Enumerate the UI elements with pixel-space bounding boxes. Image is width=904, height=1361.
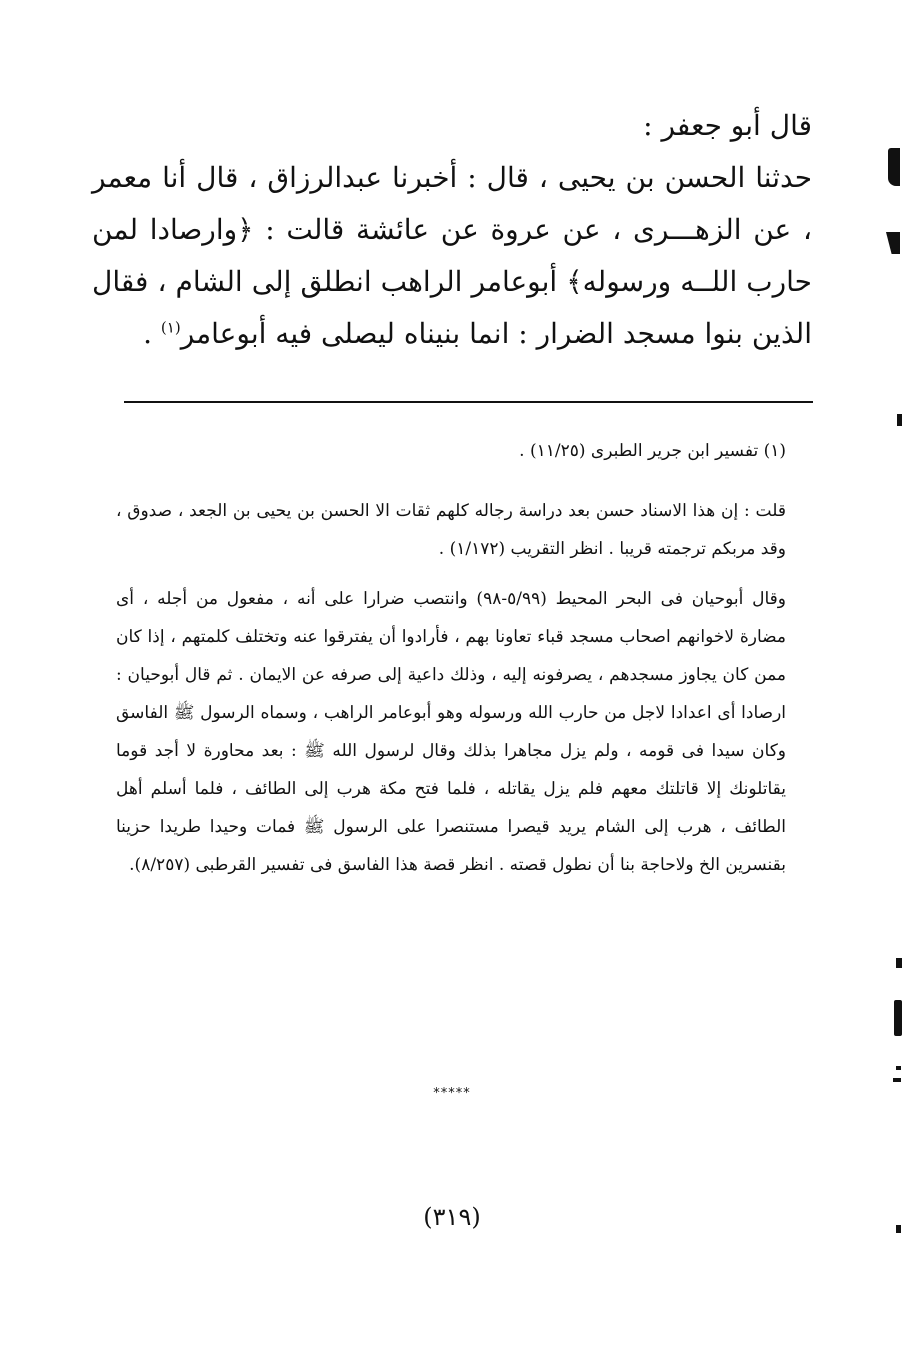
footnote-separator-line [124, 401, 813, 403]
footnote-1: (١) تفسير ابن جرير الطبرى (١١/٢٥) . [519, 441, 786, 461]
footnote-reference: (١) [160, 318, 181, 337]
main-text [92, 100, 812, 360]
scan-edge-mark [896, 1225, 901, 1233]
page-number: (٣١٩) [423, 1203, 481, 1231]
footnote-paragraph-2: وقال أبوحيان فى البحر المحيط (٥/٩٩-٩٨) وانتصب ضرارا على أنه ، مفعول من أجله ، أى مضارة لاخوانهم اصحاب مسجد قباء تعاونا بهم ، فأرادوا أن يفترقوا عنه وتختلف كلمتهم ، إذا كان ممن كان يجاوز مسجدهم ، يصرفونه إليه ، وذلك داعية إلى صرفه عن الايمان . ثم قال أبوحيان : ارصادا أى اعدادا لاجل من حارب الله ورسوله وهو أبوعامر الراهب ، وسماه الرسول ﷺ الفاسق وكان سيدا فى قومه ، ولم يزل مجاهرا بذلك وقال لرسول الله ﷺ : بعد محاورة لا أجد قوما يقاتلونك إلا قاتلتك معهم فلم يزل يقاتله ، فلما فتح مكة هرب إلى الطائف ، فلما أسلم أهل الطائف ، هرب إلى الشام يريد قيصرا مستنصرا على الرسول ﷺ فمات وحيدا طريدا حزينا بقنسرين الخ ولاحاجة بنا أن نطول قصته . انظر قصة هذا الفاسق فى تفسير القرطبى (٨/٢٥٧). [116, 589, 786, 875]
footnote-paragraph-1: قلت : إن هذا الاسناد حسن بعد دراسة رجاله كلهم ثقات الا الحسن بن يحيى بن الجعد ، صدوق ، وقد مربكم ترجمته قريبا . انظر التقريب (١/١٧٢) . [116, 501, 786, 559]
scan-edge-mark [896, 958, 902, 968]
footnotes [116, 432, 786, 896]
scan-edge-mark [897, 414, 902, 426]
scan-edge-mark [893, 1078, 901, 1082]
section-end-stars: ***** [433, 1086, 471, 1101]
scan-edge-mark [896, 1066, 901, 1070]
main-paragraph-end: . [143, 317, 161, 350]
main-paragraph [92, 152, 812, 360]
main-paragraph-text: حدثنا الحسن بن يحيى ، قال : أخبرنا عبدالرزاق ، قال أنا معمر ، عن الزهـــرى ، عن عروة عن عائشة قالت : ﴿وارصادا لمن حارب اللــه ورسوله﴾ أبوعامر الراهب انطلق إلى الشام ، فقال الذين بنوا مسجد الضرار : انما بنيناه ليصلى فيه أبوعامر [92, 161, 812, 350]
scan-edge-mark [894, 1000, 902, 1036]
section-heading: قال أبو جعفر : [643, 109, 812, 142]
scan-edge-mark [888, 148, 900, 186]
scan-edge-mark [886, 232, 900, 254]
